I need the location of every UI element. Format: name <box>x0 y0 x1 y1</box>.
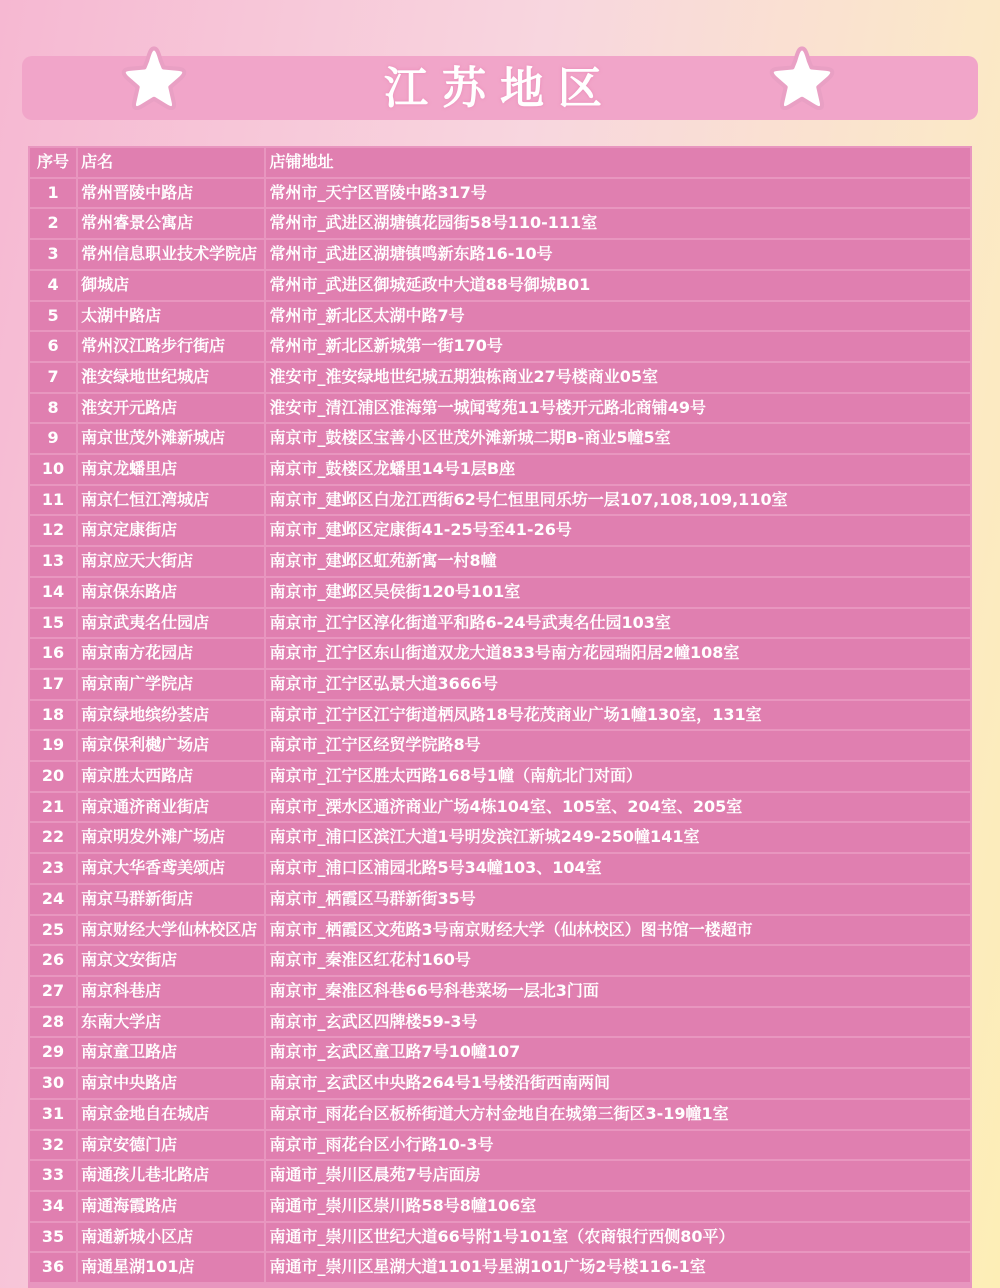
table-row <box>30 179 970 208</box>
store-name: 东南大学店 <box>78 1008 264 1037</box>
table-row <box>30 1100 970 1129</box>
store-address: 南京市_江宁区弘景大道3666号 <box>266 670 970 699</box>
store-name: 南京童卫路店 <box>78 1038 264 1067</box>
store-name: 南京南广学院店 <box>78 670 264 699</box>
table-row <box>30 394 970 423</box>
row-number: 8 <box>30 394 76 423</box>
store-address: 南京市_玄武区四牌楼59-3号 <box>266 1008 970 1037</box>
store-name: 南通孩儿巷北路店 <box>78 1161 264 1190</box>
table-row <box>30 946 970 975</box>
row-number: 23 <box>30 854 76 883</box>
store-address: 南京市_江宁区胜太西路168号1幢（南航北门对面） <box>266 762 970 791</box>
store-name: 淮安开元路店 <box>78 394 264 423</box>
row-number: 1 <box>30 179 76 208</box>
table-row <box>30 240 970 269</box>
store-address: 南京市_建邺区虹苑新寓一村8幢 <box>266 547 970 576</box>
store-name: 常州晋陵中路店 <box>78 179 264 208</box>
row-number: 30 <box>30 1069 76 1098</box>
table-row <box>30 486 970 515</box>
row-number: 16 <box>30 639 76 668</box>
page-title: 江苏地区 <box>384 63 616 114</box>
column-header-number: 序号 <box>30 148 76 177</box>
store-name: 南京明发外滩广场店 <box>78 823 264 852</box>
store-address: 南京市_栖霞区马群新街35号 <box>266 885 970 914</box>
table-row <box>30 1038 970 1067</box>
store-address: 南京市_建邺区定康街41-25号至41-26号 <box>266 516 970 545</box>
row-number: 34 <box>30 1192 76 1221</box>
table-row <box>30 731 970 760</box>
table-row <box>30 885 970 914</box>
store-address: 淮安市_清江浦区淮海第一城闻莺苑11号楼开元路北商铺49号 <box>266 394 970 423</box>
column-header-address: 店铺地址 <box>266 148 970 177</box>
row-number: 31 <box>30 1100 76 1129</box>
table-row <box>30 977 970 1006</box>
store-address: 南通市_崇川区崇川路58号8幢106室 <box>266 1192 970 1221</box>
row-number: 19 <box>30 731 76 760</box>
store-address: 南京市_鼓楼区龙蟠里14号1层B座 <box>266 455 970 484</box>
store-address: 南京市_玄武区中央路264号1号楼沿街西南两间 <box>266 1069 970 1098</box>
store-address: 淮安市_淮安绿地世纪城五期独栋商业27号楼商业05室 <box>266 363 970 392</box>
store-address: 南京市_玄武区童卫路7号10幢107 <box>266 1038 970 1067</box>
store-name: 御城店 <box>78 271 264 300</box>
store-name: 南通星湖101店 <box>78 1253 264 1282</box>
store-address: 南京市_江宁区东山街道双龙大道833号南方花园瑞阳居2幢108室 <box>266 639 970 668</box>
store-address: 南通市_崇川区晨苑7号店面房 <box>266 1161 970 1190</box>
store-address: 常州市_武进区湖塘镇花园街58号110-111室 <box>266 209 970 238</box>
row-number: 14 <box>30 578 76 607</box>
table-row <box>30 701 970 730</box>
store-name: 南京龙蟠里店 <box>78 455 264 484</box>
store-address: 南京市_溧水区通济商业广场4栋104室、105室、204室、205室 <box>266 793 970 822</box>
table-row <box>30 670 970 699</box>
store-name: 太湖中路店 <box>78 302 264 331</box>
table-row <box>30 424 970 453</box>
store-name: 南京财经大学仙林校区店 <box>78 916 264 945</box>
table-row <box>30 332 970 361</box>
row-number: 2 <box>30 209 76 238</box>
row-number: 36 <box>30 1253 76 1282</box>
table-row <box>30 516 970 545</box>
row-number: 11 <box>30 486 76 515</box>
table-row <box>30 547 970 576</box>
row-number: 17 <box>30 670 76 699</box>
table-row <box>30 1192 970 1221</box>
store-address: 南京市_栖霞区文苑路3号南京财经大学（仙林校区）图书馆一楼超市 <box>266 916 970 945</box>
store-address: 南京市_建邺区白龙江西街62号仁恒里同乐坊一层107,108,109,110室 <box>266 486 970 515</box>
store-address: 南通市_崇川区星湖大道1101号星湖101广场2号楼116-1室 <box>266 1253 970 1282</box>
store-name: 南京科巷店 <box>78 977 264 1006</box>
row-number: 6 <box>30 332 76 361</box>
store-name: 南京通济商业街店 <box>78 793 264 822</box>
store-address: 南京市_江宁区淳化街道平和路6-24号武夷名仕园103室 <box>266 609 970 638</box>
table-row <box>30 762 970 791</box>
store-name: 南京武夷名仕园店 <box>78 609 264 638</box>
table-row <box>30 854 970 883</box>
store-address: 常州市_武进区湖塘镇鸣新东路16-10号 <box>266 240 970 269</box>
table-row <box>30 455 970 484</box>
table-header-row <box>30 148 970 177</box>
row-number: 5 <box>30 302 76 331</box>
table-row <box>30 639 970 668</box>
store-name: 南京胜太西路店 <box>78 762 264 791</box>
store-name: 南京南方花园店 <box>78 639 264 668</box>
table-row <box>30 1131 970 1160</box>
store-address: 南京市_江宁区经贸学院路8号 <box>266 731 970 760</box>
table-row <box>30 1253 970 1282</box>
row-number: 29 <box>30 1038 76 1067</box>
store-address: 南京市_鼓楼区宝善小区世茂外滩新城二期B-商业5幢5室 <box>266 424 970 453</box>
store-address: 南京市_秦淮区科巷66号科巷菜场一层北3门面 <box>266 977 970 1006</box>
star-icon <box>768 44 836 110</box>
row-number: 9 <box>30 424 76 453</box>
store-table <box>28 146 972 1288</box>
store-address: 南通市_崇川区世纪大道66号附1号101室（农商银行西侧80平） <box>266 1223 970 1252</box>
row-number: 33 <box>30 1161 76 1190</box>
row-number: 24 <box>30 885 76 914</box>
store-name: 南京文安街店 <box>78 946 264 975</box>
store-name: 常州信息职业技术学院店 <box>78 240 264 269</box>
column-header-name: 店名 <box>78 148 264 177</box>
table-row <box>30 916 970 945</box>
row-number: 13 <box>30 547 76 576</box>
store-name: 南京仁恒江湾城店 <box>78 486 264 515</box>
store-name: 常州汉江路步行街店 <box>78 332 264 361</box>
row-number: 27 <box>30 977 76 1006</box>
table-row <box>30 609 970 638</box>
row-number: 21 <box>30 793 76 822</box>
table-row <box>30 1008 970 1037</box>
table-row <box>30 271 970 300</box>
table-row <box>30 363 970 392</box>
store-name: 南京安德门店 <box>78 1131 264 1160</box>
star-icon <box>120 44 188 110</box>
row-number: 20 <box>30 762 76 791</box>
store-name: 南京中央路店 <box>78 1069 264 1098</box>
row-number: 35 <box>30 1223 76 1252</box>
store-name: 南京绿地缤纷荟店 <box>78 701 264 730</box>
table-row <box>30 823 970 852</box>
store-name: 南京世茂外滩新城店 <box>78 424 264 453</box>
store-name: 南京定康街店 <box>78 516 264 545</box>
store-address: 南京市_浦口区滨江大道1号明发滨江新城249-250幢141室 <box>266 823 970 852</box>
row-number: 4 <box>30 271 76 300</box>
table-row <box>30 1161 970 1190</box>
store-name: 南京保东路店 <box>78 578 264 607</box>
row-number: 3 <box>30 240 76 269</box>
store-address: 南京市_秦淮区红花村160号 <box>266 946 970 975</box>
store-address: 南京市_雨花台区小行路10-3号 <box>266 1131 970 1160</box>
store-address: 南京市_建邺区吴侯街120号101室 <box>266 578 970 607</box>
store-address: 南京市_江宁区江宁街道栖凤路18号花茂商业广场1幢130室，131室 <box>266 701 970 730</box>
table-row <box>30 793 970 822</box>
row-number: 10 <box>30 455 76 484</box>
store-name: 淮安绿地世纪城店 <box>78 363 264 392</box>
row-number: 15 <box>30 609 76 638</box>
row-number: 22 <box>30 823 76 852</box>
store-name: 南京马群新街店 <box>78 885 264 914</box>
table-row <box>30 578 970 607</box>
table-row <box>30 209 970 238</box>
store-address: 南京市_雨花台区板桥街道大方村金地自在城第三街区3-19幢1室 <box>266 1100 970 1129</box>
store-name: 南通海霞路店 <box>78 1192 264 1221</box>
store-address: 常州市_武进区御城延政中大道88号御城B01 <box>266 271 970 300</box>
store-name: 南通新城小区店 <box>78 1223 264 1252</box>
table-row <box>30 1223 970 1252</box>
store-name: 南京应天大街店 <box>78 547 264 576</box>
store-name: 南京金地自在城店 <box>78 1100 264 1129</box>
row-number: 26 <box>30 946 76 975</box>
row-number: 28 <box>30 1008 76 1037</box>
table-row <box>30 1069 970 1098</box>
store-address: 常州市_天宁区晋陵中路317号 <box>266 179 970 208</box>
store-name: 南京大华香鸢美颂店 <box>78 854 264 883</box>
table-row <box>30 302 970 331</box>
row-number: 12 <box>30 516 76 545</box>
row-number: 25 <box>30 916 76 945</box>
store-address: 常州市_新北区太湖中路7号 <box>266 302 970 331</box>
store-name: 南京保利樾广场店 <box>78 731 264 760</box>
store-address: 南京市_浦口区浦园北路5号34幢103、104室 <box>266 854 970 883</box>
row-number: 7 <box>30 363 76 392</box>
row-number: 32 <box>30 1131 76 1160</box>
row-number: 18 <box>30 701 76 730</box>
store-name: 常州睿景公寓店 <box>78 209 264 238</box>
store-address: 常州市_新北区新城第一街170号 <box>266 332 970 361</box>
